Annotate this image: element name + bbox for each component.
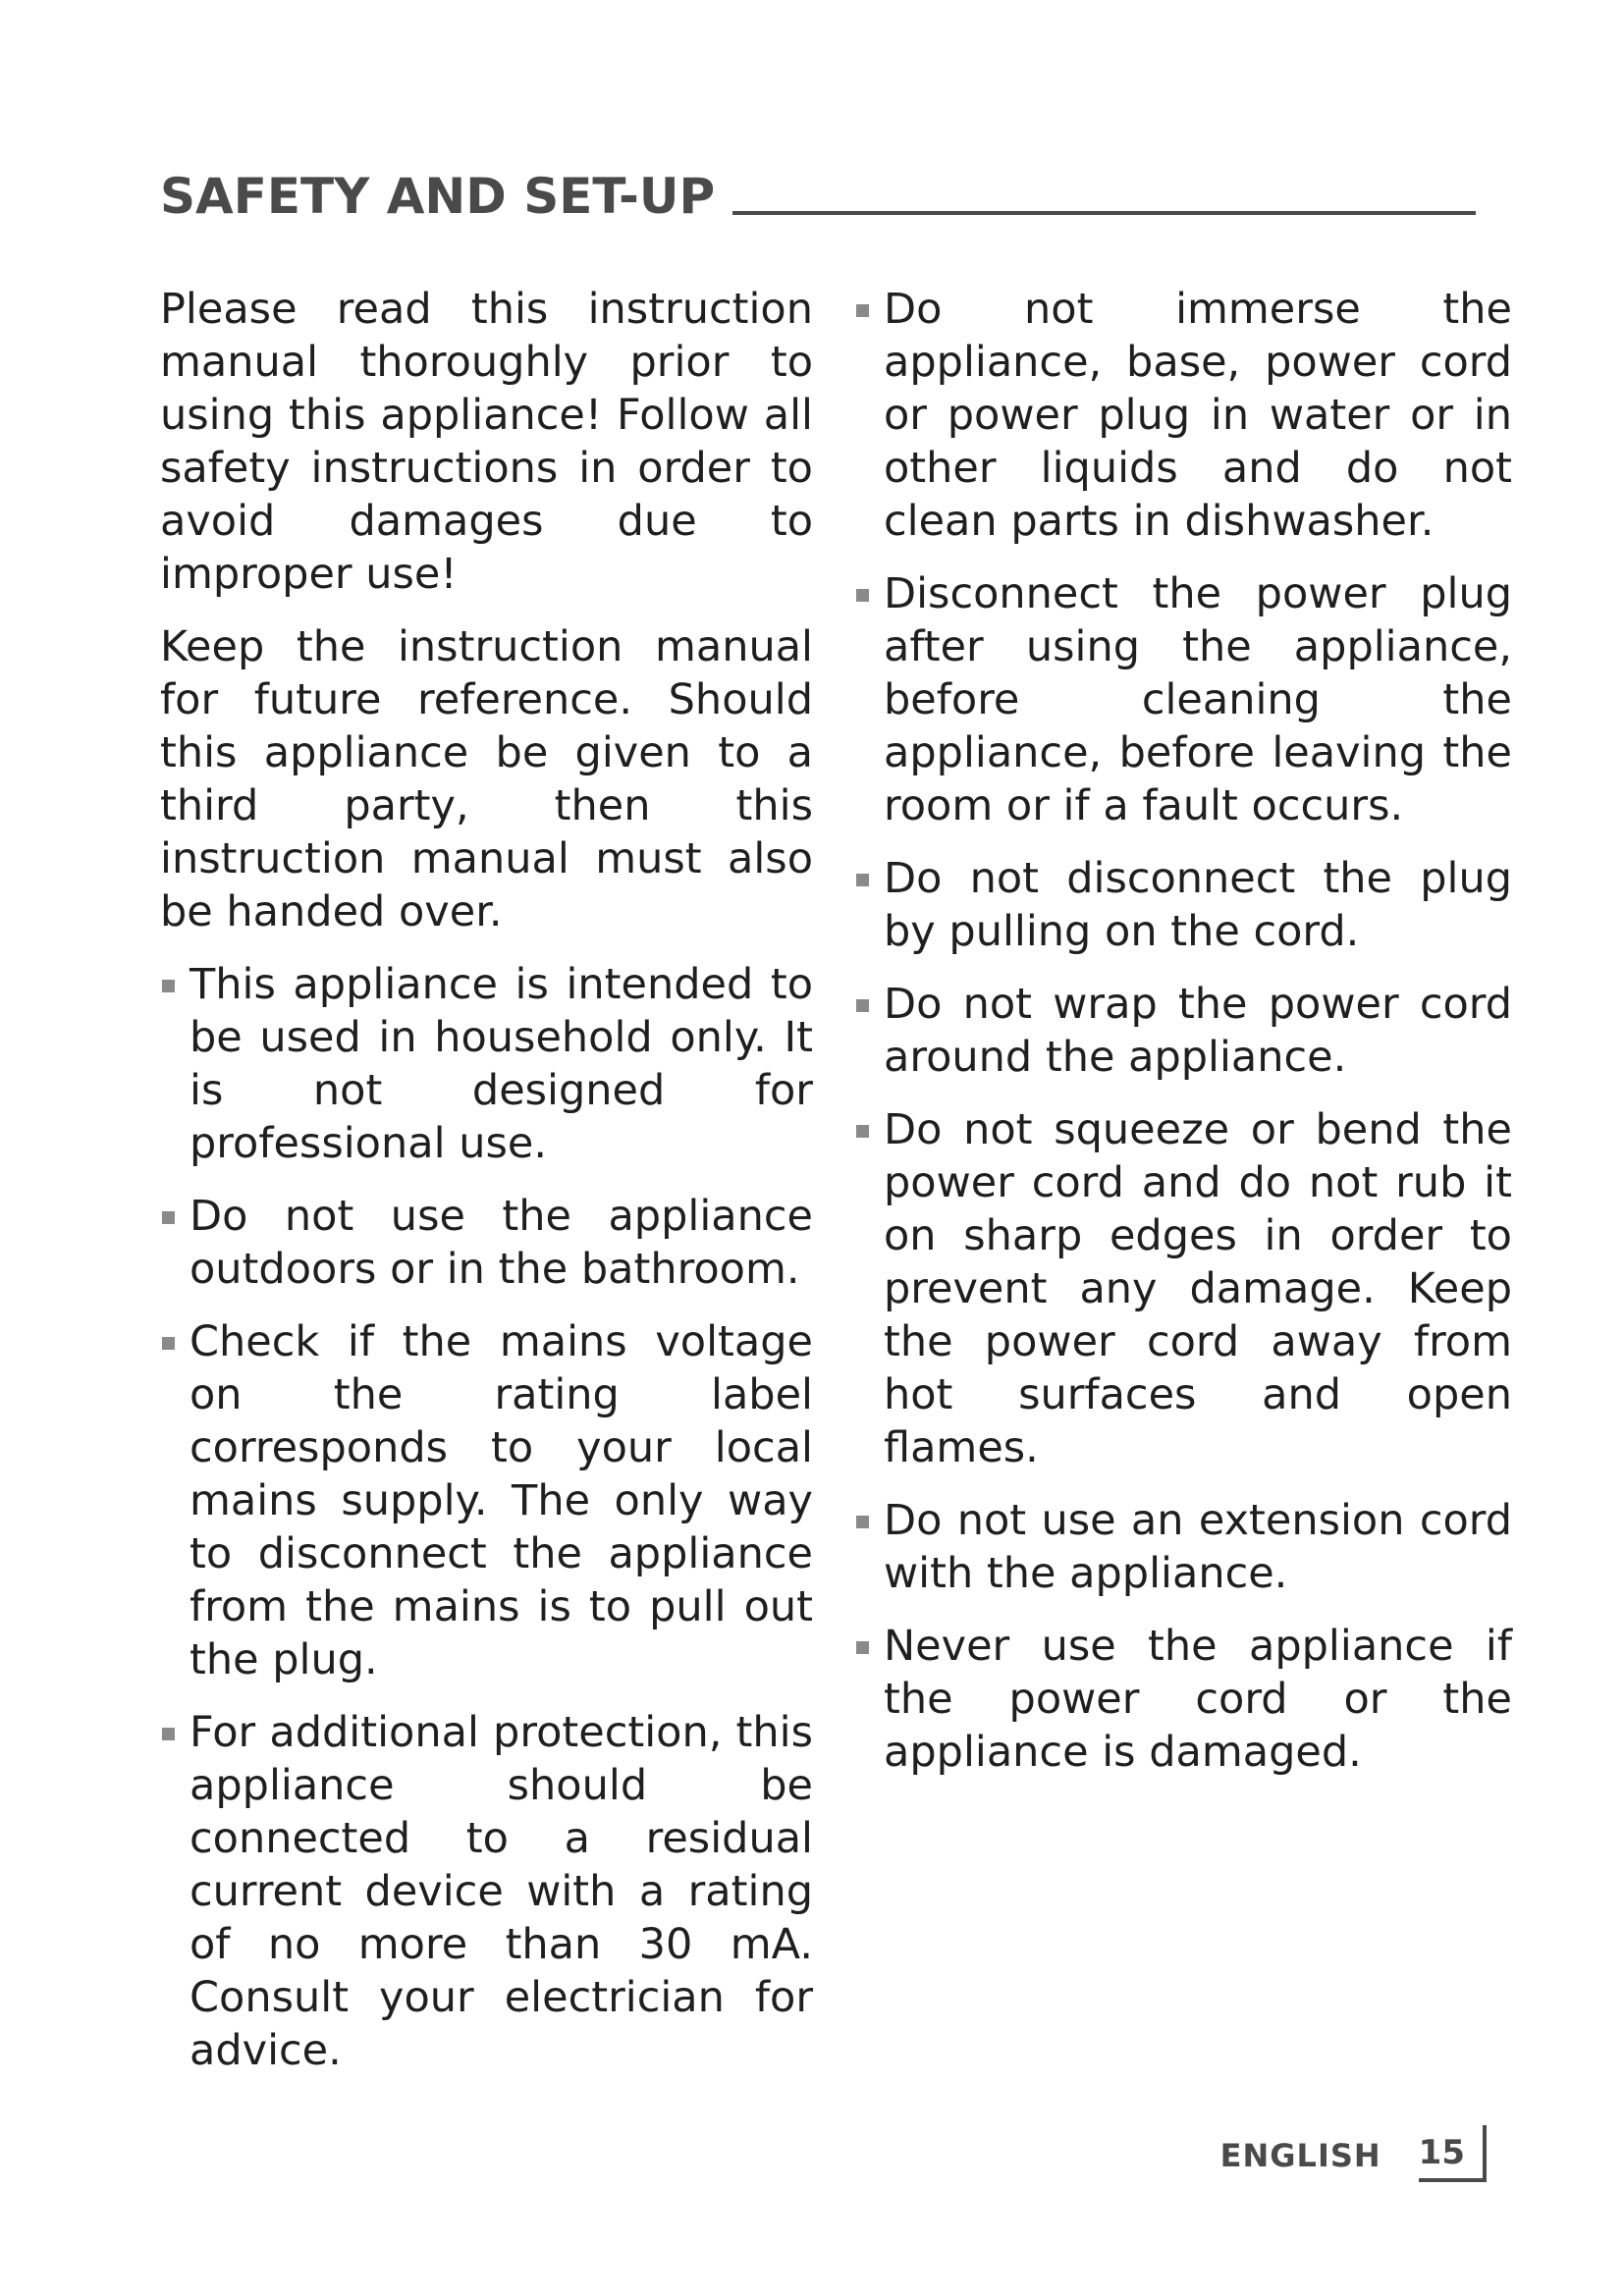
page-footer	[1220, 2125, 1487, 2182]
section-title: SAFETY AND SET-UP	[160, 168, 716, 225]
square-bullet-icon	[160, 1315, 189, 1686]
left-column	[160, 283, 813, 2097]
section-heading	[160, 152, 1476, 225]
list-item-text: Do not immerse the appliance, base, power cord or power plug in water or in other liquids and do not clean parts in dishwasher.	[884, 285, 1512, 546]
list-item	[160, 1706, 813, 2077]
square-bullet-icon	[854, 852, 884, 958]
list-item	[160, 1190, 813, 1296]
page-number: 15	[1419, 2125, 1487, 2182]
heading-rule	[732, 211, 1476, 215]
list-item	[160, 1315, 813, 1686]
list-item-text: Do not disconnect the plug by pulling on the cord.	[884, 854, 1512, 956]
manual-keep-paragraph: Keep the instruction manual for future reference. Should this appliance be given to a third party, then this instruction manual must also be handed over.	[160, 622, 813, 936]
list-item-text: Do not wrap the power cord around the appliance.	[884, 980, 1512, 1082]
square-bullet-icon	[854, 1494, 884, 1600]
square-bullet-icon	[854, 283, 884, 548]
list-item	[854, 567, 1512, 832]
list-item-text: For additional protection, this appliance should be connected to a residual current device with a rating of no more than 30 mA. Consult your electrician for advice.	[189, 1708, 813, 2075]
square-bullet-icon	[160, 1706, 189, 2077]
list-item	[854, 1494, 1512, 1600]
list-item-text: Never use the appliance if the power cord or the appliance is damaged.	[884, 1622, 1512, 1777]
list-item	[854, 1103, 1512, 1474]
list-item	[854, 1620, 1512, 1779]
list-item	[160, 958, 813, 1170]
square-bullet-icon	[854, 978, 884, 1084]
list-item-text: This appliance is intended to be used in household only. It is not designed for professional use.	[189, 960, 813, 1168]
list-item-text: Do not squeeze or bend the power cord and do not rub it on sharp edges in order to prevent any damage. Keep the power cord away from hot surfaces and open flames.	[884, 1105, 1512, 1472]
list-item	[854, 283, 1512, 548]
square-bullet-icon	[854, 1103, 884, 1474]
right-column	[854, 283, 1512, 1798]
square-bullet-icon	[854, 1620, 884, 1779]
square-bullet-icon	[854, 567, 884, 832]
list-item-text: Disconnect the power plug after using the appliance, before cleaning the appliance, before leaving the room or if a fault occurs.	[884, 569, 1512, 830]
square-bullet-icon	[160, 958, 189, 1170]
intro-paragraph: Please read this instruction manual thoroughly prior to using this appliance! Follow all safety instructions in order to avoid damages due to improper use!	[160, 285, 813, 599]
list-item	[854, 978, 1512, 1084]
square-bullet-icon	[160, 1190, 189, 1296]
footer-language: ENGLISH	[1219, 2137, 1381, 2174]
list-item-text: Check if the mains voltage on the rating label corresponds to your local mains supply. The only way to disconnect the appliance from the mains is to pull out the plug.	[189, 1317, 813, 1684]
list-item	[854, 852, 1512, 958]
list-item-text: Do not use the appliance outdoors or in the bathroom.	[189, 1192, 813, 1294]
list-item-text: Do not use an extension cord with the appliance.	[884, 1496, 1512, 1598]
